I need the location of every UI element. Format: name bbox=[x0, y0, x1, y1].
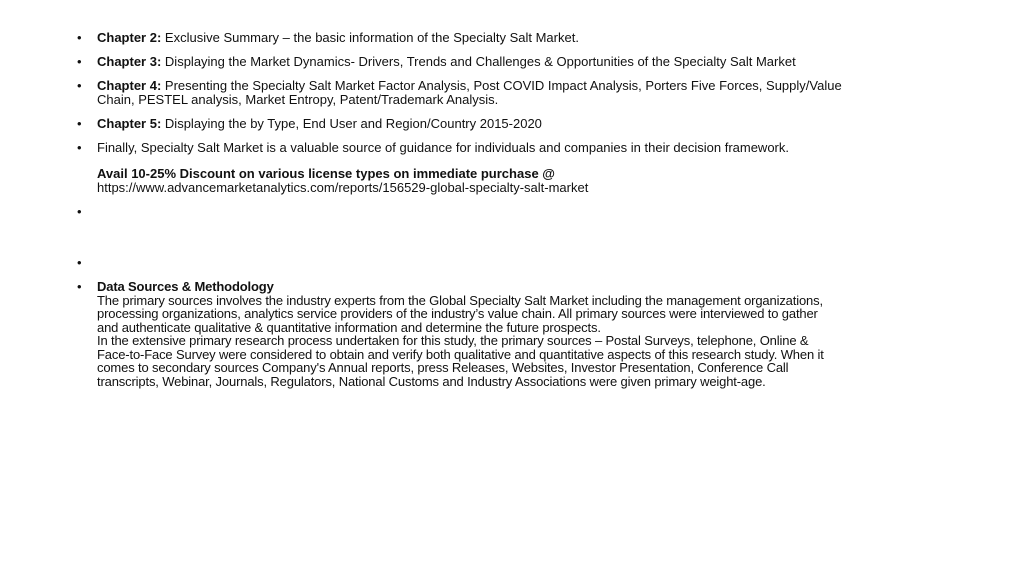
chapter-label: Chapter 5: bbox=[97, 116, 162, 131]
chapter-text: Displaying the Market Dynamics- Drivers, Trends and Challenges & Opportunities of the Specialty Salt Market bbox=[164, 54, 796, 69]
methodology-line: processing organizations, analytics service providers of the industry’s value chain. All primary sources were interviewed to gather bbox=[97, 306, 818, 321]
bullet: • bbox=[77, 116, 82, 131]
chapter-label: Chapter 3: bbox=[97, 54, 162, 69]
methodology-line: In the extensive primary research process undertaken for this study, the primary sources – Postal Surveys, telephone, Online & bbox=[97, 333, 809, 348]
methodology-heading: Data Sources & Methodology bbox=[97, 279, 274, 294]
chapter-text: Displaying the by Type, End User and Region/Country 2015-2020 bbox=[164, 116, 542, 131]
methodology-line: The primary sources involves the industry experts from the Global Specialty Salt Market including the management organizations, bbox=[97, 292, 823, 308]
chapter-label: Chapter 2: bbox=[97, 30, 162, 45]
bullet: • bbox=[77, 30, 82, 45]
finally-text: Finally, Specialty Salt Market is a valuable source of guidance for individuals and companies in their decision framework. bbox=[97, 140, 789, 155]
bullet: • bbox=[77, 140, 82, 155]
bullet: • bbox=[77, 255, 82, 270]
discount-heading: Avail 10-25% Discount on various license types on immediate purchase @ bbox=[97, 166, 555, 181]
methodology-line: Face-to-Face Survey were considered to obtain and verify both qualitative and quantitative aspects of this research study. When it bbox=[97, 346, 824, 362]
chapter-label: Chapter 4: bbox=[97, 78, 162, 93]
bullet: • bbox=[77, 204, 82, 219]
methodology-line: comes to secondary sources Company's Annual reports, press Releases, Websites, Investor Presentation, Conference Call bbox=[97, 360, 789, 375]
chapter-text: Exclusive Summary – the basic information of the Specialty Salt Market. bbox=[164, 30, 579, 45]
chapter-text: Presenting the Specialty Salt Market Factor Analysis, Post COVID Impact Analysis, Porters Five Forces, Supply/Value bbox=[164, 78, 842, 93]
bullet: • bbox=[77, 279, 82, 294]
bullet: • bbox=[77, 54, 82, 69]
chapter-text-continued: Chain, PESTEL analysis, Market Entropy, Patent/Trademark Analysis. bbox=[97, 92, 499, 107]
methodology-line: and authenticate qualitative & quantitative information and determine the future prospects. bbox=[97, 319, 601, 335]
bullet: • bbox=[77, 78, 82, 93]
discount-url[interactable]: https://www.advancemarketanalytics.com/reports/156529-global-specialty-salt-market bbox=[97, 180, 589, 195]
methodology-line: transcripts, Webinar, Journals, Regulators, National Customs and Industry Associations were given primary weight-age. bbox=[97, 373, 766, 389]
